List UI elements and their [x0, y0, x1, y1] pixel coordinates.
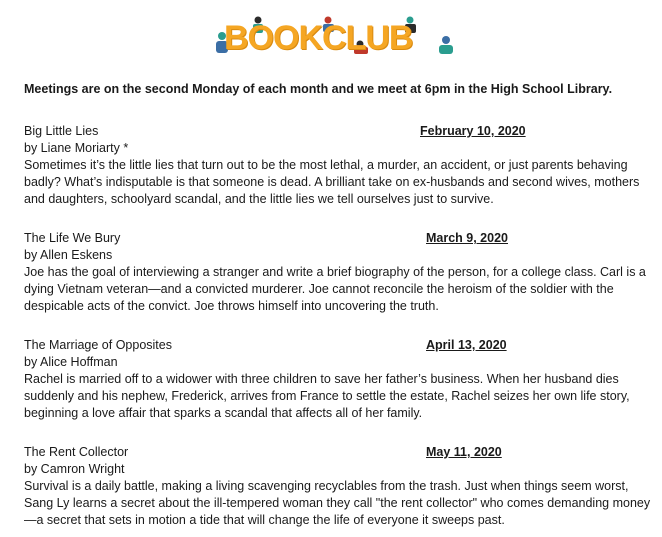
bookclub-logo [210, 14, 460, 58]
meeting-date: May 11, 2020 [426, 445, 502, 459]
meeting-date: March 9, 2020 [426, 231, 508, 245]
book-author: by Camron Wright [24, 462, 125, 476]
book-title: The Rent Collector [24, 445, 129, 459]
book-title: The Marriage of Opposites [24, 338, 172, 352]
book-title: The Life We Bury [24, 231, 121, 245]
meeting-date: April 13, 2020 [426, 338, 507, 352]
book-author: by Liane Moriarty * [24, 141, 129, 155]
book-description: Sometimes it’s the little lies that turn out to be the most lethal, a murder, an accident, or just parents behaving badly? What’s indisputable is that someone is dead. A brilliant take on ex-husbands and second wives, mothers and daughters, schoolyard scandal, and the little lies we tell ourselves just to survive. [24, 158, 640, 206]
book-entry [24, 123, 654, 208]
book-author: by Allen Eskens [24, 248, 113, 262]
book-author: by Alice Hoffman [24, 355, 118, 369]
book-description: Rachel is married off to a widower with three children to save her father’s business. When her husband dies suddenly and his nephew, Frederick, arrives from France to settle the estate, Rachel seizes her own life story, beginning a love affair that sparks a scandal that affects all of her family. [24, 372, 630, 420]
book-entry [24, 230, 654, 315]
meeting-date: February 10, 2020 [420, 124, 526, 138]
book-description: Joe has the goal of interviewing a stranger and write a brief biography of the person, for a college class. Carl is a dying Vietnam veteran—and a convicted murderer. Joe cannot reconcile the heroism of the soldier with the despicable acts of the convict. Joe throws himself into uncovering the truth. [24, 265, 646, 313]
meeting-info: Meetings are on the second Monday of each month and we meet at 6pm in the High School Library. [24, 82, 613, 96]
logo-text: BOOKCLUB [224, 19, 413, 57]
book-description: Survival is a daily battle, making a living scavenging recyclables from the trash. Just when things seem worst, Sang Ly learns a secret about the ill-tempered woman they call "the rent collector" who comes demanding money—a secret that sets in motion a tide that will change the life of everyone it sweeps past. [24, 479, 651, 527]
book-entry [24, 337, 654, 422]
book-entry [24, 444, 654, 529]
book-title: Big Little Lies [24, 124, 99, 138]
